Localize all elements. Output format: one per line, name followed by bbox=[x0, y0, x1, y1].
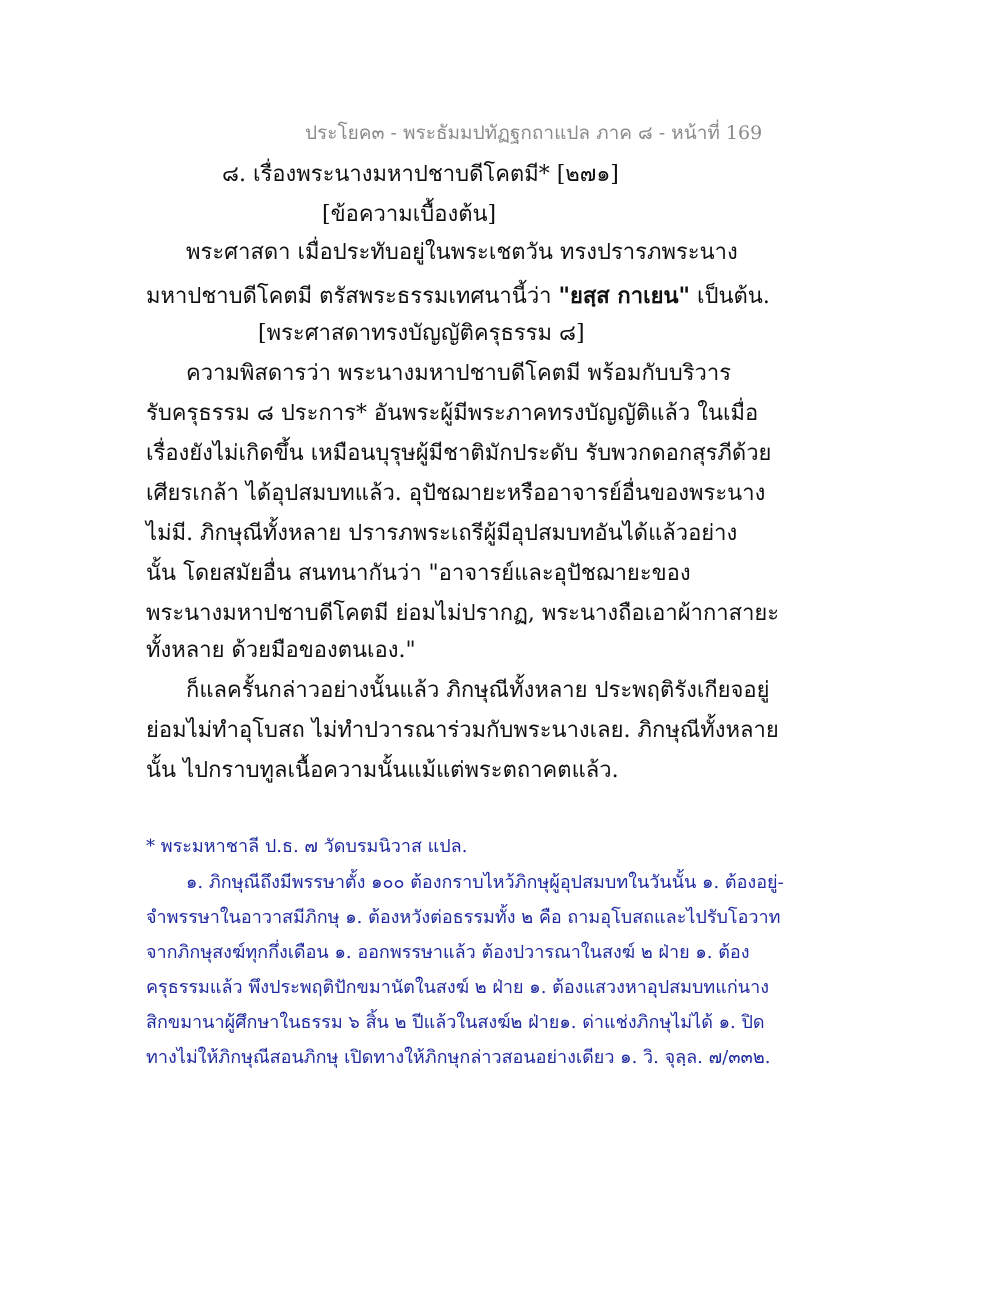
footnote-line: จำพรรษาในอาวาสมีภิกษุ ๑. ต้องหวังต่อธรรมทั้ง ๒ คือ ถามอุโบสถและไปรับโอวาท bbox=[146, 907, 781, 928]
paragraph-line: รับครุธรรม ๘ ประการ* อันพระผู้มีพระภาคทรงบัญญัติแล้ว ในเมื่อ bbox=[146, 401, 759, 426]
story-title: ๘. เรื่องพระนางมหาปชาบดีโคตมี* [๒๗๑] bbox=[222, 162, 619, 187]
pali-verse-quote: "ยสฺส กาเยน" bbox=[558, 283, 690, 309]
footnote-line: สิกขมานาผู้ศึกษาในธรรม ๖ สิ้น ๒ ปีแล้วในสงฆ์๒ ฝ่าย๑. ด่าแช่งภิกษุไม่ได้ ๑. ปิด bbox=[146, 1012, 765, 1033]
paragraph-line: เรื่องยังไม่เกิดขึ้น เหมือนบุรุษผู้มีชาติมักประดับ รับพวกดอกสุรภีด้วย bbox=[146, 441, 772, 466]
text-span: เป็นต้น. bbox=[689, 284, 770, 309]
paragraph-line: ย่อมไม่ทำอุโบสถ ไม่ทำปวารณาร่วมกับพระนางเลย. ภิกษุณีทั้งหลาย bbox=[146, 718, 779, 743]
footnote-translator: * พระมหาชาลี ป.ธ. ๗ วัดบรมนิวาส แปล. bbox=[146, 836, 468, 857]
paragraph-line: ไม่มี. ภิกษุณีทั้งหลาย ปรารภพระเถรีผู้มีอุปสมบทอันได้แล้วอย่าง bbox=[146, 521, 738, 546]
paragraph-line: พระนางมหาปชาบดีโคตมี ย่อมไม่ปรากฏ, พระนางถือเอาผ้ากาสายะ bbox=[146, 601, 780, 626]
paragraph-line bbox=[146, 285, 770, 308]
section-heading-opening: [ข้อความเบื้องต้น] bbox=[322, 202, 497, 227]
running-head: ประโยค๓ - พระธัมมปทัฏฐกถาแปล ภาค ๘ - หน้าที่ 169 bbox=[305, 122, 763, 144]
paragraph-line: พระศาสดา เมื่อประทับอยู่ในพระเชตวัน ทรงปรารภพระนาง bbox=[186, 240, 738, 265]
paragraph-line: ก็แลครั้นกล่าวอย่างนั้นแล้ว ภิกษุณีทั้งหลาย ประพฤติรังเกียจอยู่ bbox=[186, 678, 770, 703]
paragraph-line: นั้น โดยสมัยอื่น สนทนากันว่า "อาจารย์และอุปัชฌายะของ bbox=[146, 561, 691, 586]
section-heading-rules: [พระศาสดาทรงบัญญัติครุธรรม ๘] bbox=[258, 321, 585, 346]
paragraph-line: นั้น ไปกราบทูลเนื้อความนั้นแม้แต่พระตถาคตแล้ว. bbox=[146, 758, 619, 783]
footnote-line: จากภิกษุสงฆ์ทุกกึ่งเดือน ๑. ออกพรรษาแล้ว ต้องปวารณาในสงฆ์ ๒ ฝ่าย ๑. ต้อง bbox=[146, 942, 750, 963]
paragraph-line: ทั้งหลาย ด้วยมือของตนเอง." bbox=[146, 638, 416, 663]
footnote-line: ทางไม่ให้ภิกษุณีสอนภิกษุ เปิดทางให้ภิกษุกล่าวสอนอย่างเดียว ๑. วิ. จุลฺล. ๗/๓๓๒. bbox=[146, 1047, 771, 1068]
paragraph-line: ความพิสดารว่า พระนางมหาปชาบดีโคตมี พร้อมกับบริวาร bbox=[186, 361, 732, 386]
footnote-line: ๑. ภิกษุณีถึงมีพรรษาตั้ง ๑๐๐ ต้องกราบไหว้ภิกษุผู้อุปสมบทในวันนั้น ๑. ต้องอยู่- bbox=[186, 872, 784, 893]
footnote-line: ครุธรรมแล้ว พึงประพฤติปักขมานัตในสงฆ์ ๒ ฝ่าย ๑. ต้องแสวงหาอุปสมบทแก่นาง bbox=[146, 977, 769, 998]
text-span: มหาปชาบดีโคตมี ตรัสพระธรรมเทศนานี้ว่า bbox=[146, 284, 559, 309]
paragraph-line: เศียรเกล้า ได้อุปสมบทแล้ว. อุปัชฌายะหรืออาจารย์อื่นของพระนาง bbox=[146, 481, 766, 506]
